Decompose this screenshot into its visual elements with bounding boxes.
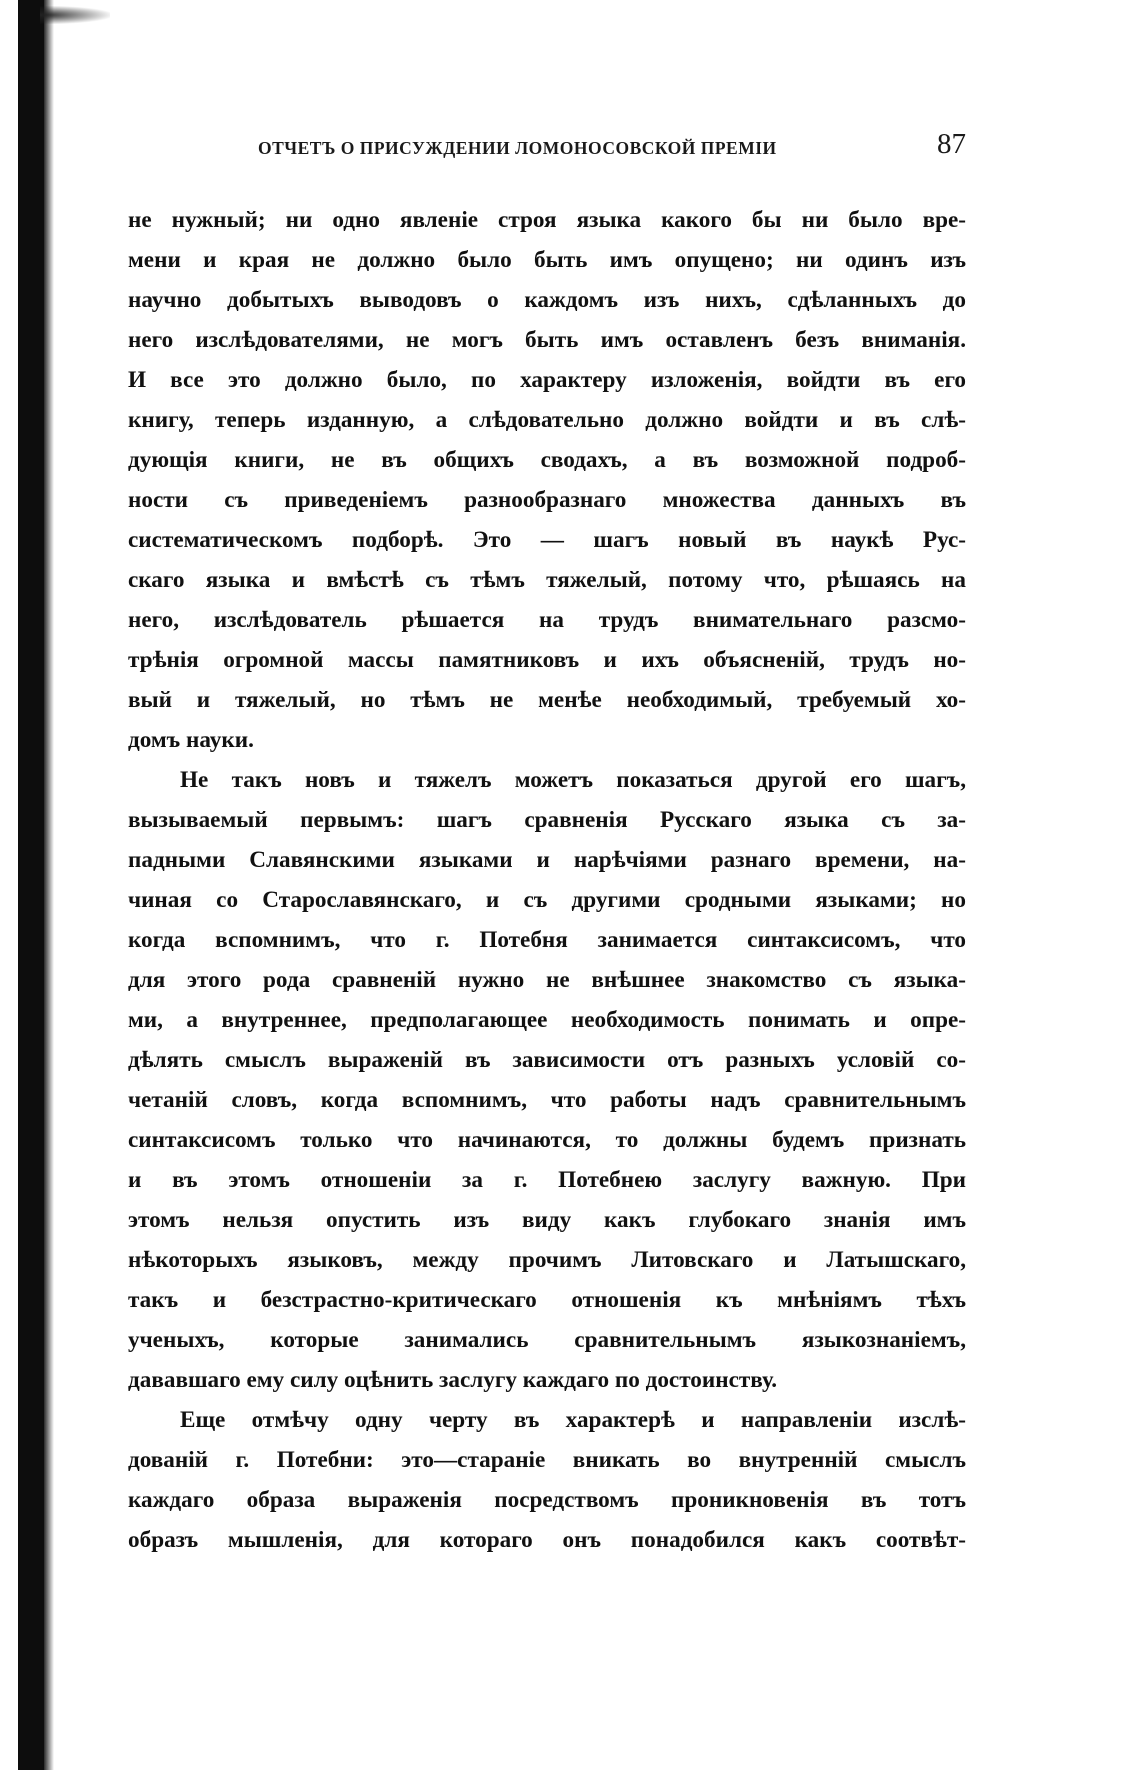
text-line: вызываемый первымъ: шагъ сравненія Русскаго языка съ за- xyxy=(128,807,966,833)
text-line: ности съ приведеніемъ разнообразнаго множества данныхъ въ xyxy=(128,487,966,513)
text-line: домъ науки. xyxy=(128,727,254,753)
page-binding-shadow xyxy=(44,0,54,1770)
text-line: синтаксисомъ только что начинаются, то должны будемъ признать xyxy=(128,1127,966,1153)
running-head: ОТЧЕТЪ О ПРИСУЖДЕНИИ ЛОМОНОСОВСКОЙ ПРЕМІИ xyxy=(258,138,777,158)
text-line: падными Славянскими языками и нарѣчіями разнаго времени, на- xyxy=(128,847,966,873)
text-line: когда вспомнимъ, что г. Потебня занимается синтаксисомъ, что xyxy=(128,927,966,953)
page-number: 87 xyxy=(937,128,966,160)
text-line: Не такъ новъ и тяжелъ можетъ показаться другой его шагъ, xyxy=(180,767,966,793)
text-line: каждаго образа выраженія посредствомъ проникновенія въ тотъ xyxy=(128,1487,966,1513)
text-line: систематическомъ подборѣ. Это — шагъ новый въ наукѣ Рус- xyxy=(128,527,966,553)
text-line: этомъ нельзя опустить изъ виду какъ глубокаго знанія имъ xyxy=(128,1207,966,1233)
text-line: Еще отмѣчу одну черту въ характерѣ и направленіи изслѣ- xyxy=(180,1407,966,1433)
text-line: и въ этомъ отношеніи за г. Потебнею заслугу важную. При xyxy=(128,1167,966,1193)
text-line: трѣнія огромной массы памятниковъ и ихъ объясненій, трудъ но- xyxy=(128,647,966,673)
body-text xyxy=(128,200,966,1560)
text-line: мени и края не должно было быть имъ опущено; ни одинъ изъ xyxy=(128,247,966,273)
text-line: дующія книги, не въ общихъ сводахъ, а въ возможной подроб- xyxy=(128,447,966,473)
text-line: него изслѣдователями, не могъ быть имъ оставленъ безъ вниманія. xyxy=(128,327,966,353)
page-header xyxy=(128,128,966,168)
text-line: для этого рода сравненій нужно не внѣшнее знакомство съ языка- xyxy=(128,967,966,993)
text-line: вый и тяжелый, но тѣмъ не менѣе необходимый, требуемый хо- xyxy=(128,687,966,713)
text-line: него, изслѣдователь рѣшается на трудъ внимательнаго разсмо- xyxy=(128,607,966,633)
text-line: дѣлять смыслъ выраженій въ зависимости отъ разныхъ условій со- xyxy=(128,1047,966,1073)
text-line: И все это должно было, по характеру изложенія, войдти въ его xyxy=(128,367,966,393)
text-line: такъ и безстрастно-критическаго отношенія къ мнѣніямъ тѣхъ xyxy=(128,1287,966,1313)
text-line: ми, а внутреннее, предполагающее необходимость понимать и опре- xyxy=(128,1007,966,1033)
scan-smudge xyxy=(40,6,110,24)
text-line: ученыхъ, которые занимались сравнительнымъ языкознаніемъ, xyxy=(128,1327,966,1353)
page-binding-edge xyxy=(18,0,44,1770)
text-line: дававшаго ему силу оцѣнить заслугу каждаго по достоинству. xyxy=(128,1367,778,1393)
text-line: дованій г. Потебни: это—стараніе вникать во внутренній смыслъ xyxy=(128,1447,966,1473)
text-line: образъ мышленія, для котораго онъ понадобился какъ соотвѣт- xyxy=(128,1527,966,1553)
text-line: нѣкоторыхъ языковъ, между прочимъ Литовскаго и Латышскаго, xyxy=(128,1247,966,1273)
text-line: скаго языка и вмѣстѣ съ тѣмъ тяжелый, потому что, рѣшаясь на xyxy=(128,567,966,593)
text-line: книгу, теперь изданную, а слѣдовательно должно войдти и въ слѣ- xyxy=(128,407,966,433)
text-line: не нужный; ни одно явленіе строя языка какого бы ни было вре- xyxy=(128,207,966,233)
text-line: четаній словъ, когда вспомнимъ, что работы надъ сравнительнымъ xyxy=(128,1087,966,1113)
text-line: чиная со Старославянскаго, и съ другими сродными языками; но xyxy=(128,887,966,913)
text-line: научно добытыхъ выводовъ о каждомъ изъ нихъ, сдѣланныхъ до xyxy=(128,287,966,313)
